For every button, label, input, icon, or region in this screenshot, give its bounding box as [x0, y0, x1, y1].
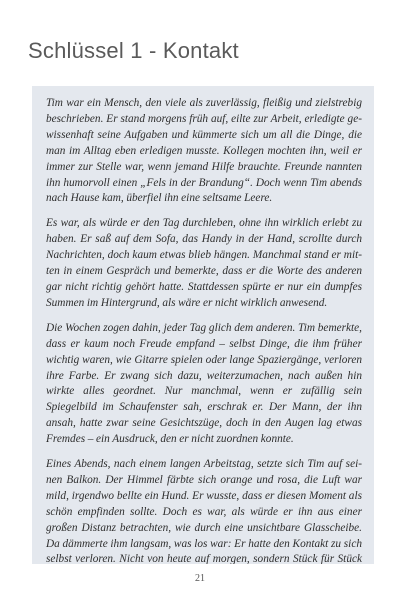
chapter-title: Schlüssel 1 - Kontakt [28, 38, 239, 63]
paragraph-1: Tim war ein Mensch, den viele als zuverlässig, fleißig und zielstrebig beschrieben. Er stand morgens früh auf, eilte zur Arbeit, erledigte gewissenhaft seine Aufgaben und kümmerte sich um all die Dinge, die man im Alltag eben erledigen musste. Kollegen mochten ihn, weil er immer zur Stelle war, wenn jemand Hilfe brauchte. Freunde nannten ihn humorvoll einen „Fels in der Brandung“. Doch wenn Tim abends nach Hause kam, überfiel ihn eine seltsame Leere. [46, 97, 362, 205]
paragraph-2: Es war, als würde er den Tag durchleben, ohne ihn wirklich erlebt zu haben. Er saß auf dem Sofa, das Handy in der Hand, scrollte durch Nachrichten, doch kaum etwas blieb hängen. Manchmal stand er mitten in einem Gespräch und bemerkte, dass er die Worte des anderen gar nicht richtig gehört hatte. Stattdessen spürte er nur ein dumpfes Summen im Hintergrund, als wäre er nicht wirklich anwesend. [46, 217, 362, 309]
paragraph-4: Eines Abends, nach einem langen Arbeitstag, setzte sich Tim auf seinen Balkon. Der Himmel färbte sich orange und rosa, die Luft war mild, irgendwo bellte ein Hund. Er wusste, dass er diesen Moment als schön empfinden sollte. Doch es war, als würde er ihn aus einer großen Distanz betrachten, wie durch eine unsichtbare Glasscheibe. Da dämmerte ihm langsam, was los war: Er hatte den Kontakt zu sich selbst verloren. Nicht von heute auf morgen, sondern Stück für Stück [46, 458, 362, 564]
paragraph-3: Die Wochen zogen dahin, jeder Tag glich dem anderen. Tim bemerkte, dass er kaum noch Freude empfand – selbst Dinge, die ihm früher wichtig waren, wie Gitarre spielen oder lange Spaziergänge, verloren ihre Farbe. Er zwang sich dazu, weiterzumachen, nach außen hin wirkte alles geordnet. Nur manchmal, wenn er zufällig sein Spiegelbild im Schaufenster sah, erschrak er. Der Mann, der ihn ansah, hatte zwar seine Gesichtszüge, doch in den Augen lag etwas Fremdes – ein Ausdruck, den er nicht zuordnen konnte. [46, 321, 362, 446]
highlighted-text-box [32, 86, 374, 564]
page-number: 21 [195, 573, 205, 584]
